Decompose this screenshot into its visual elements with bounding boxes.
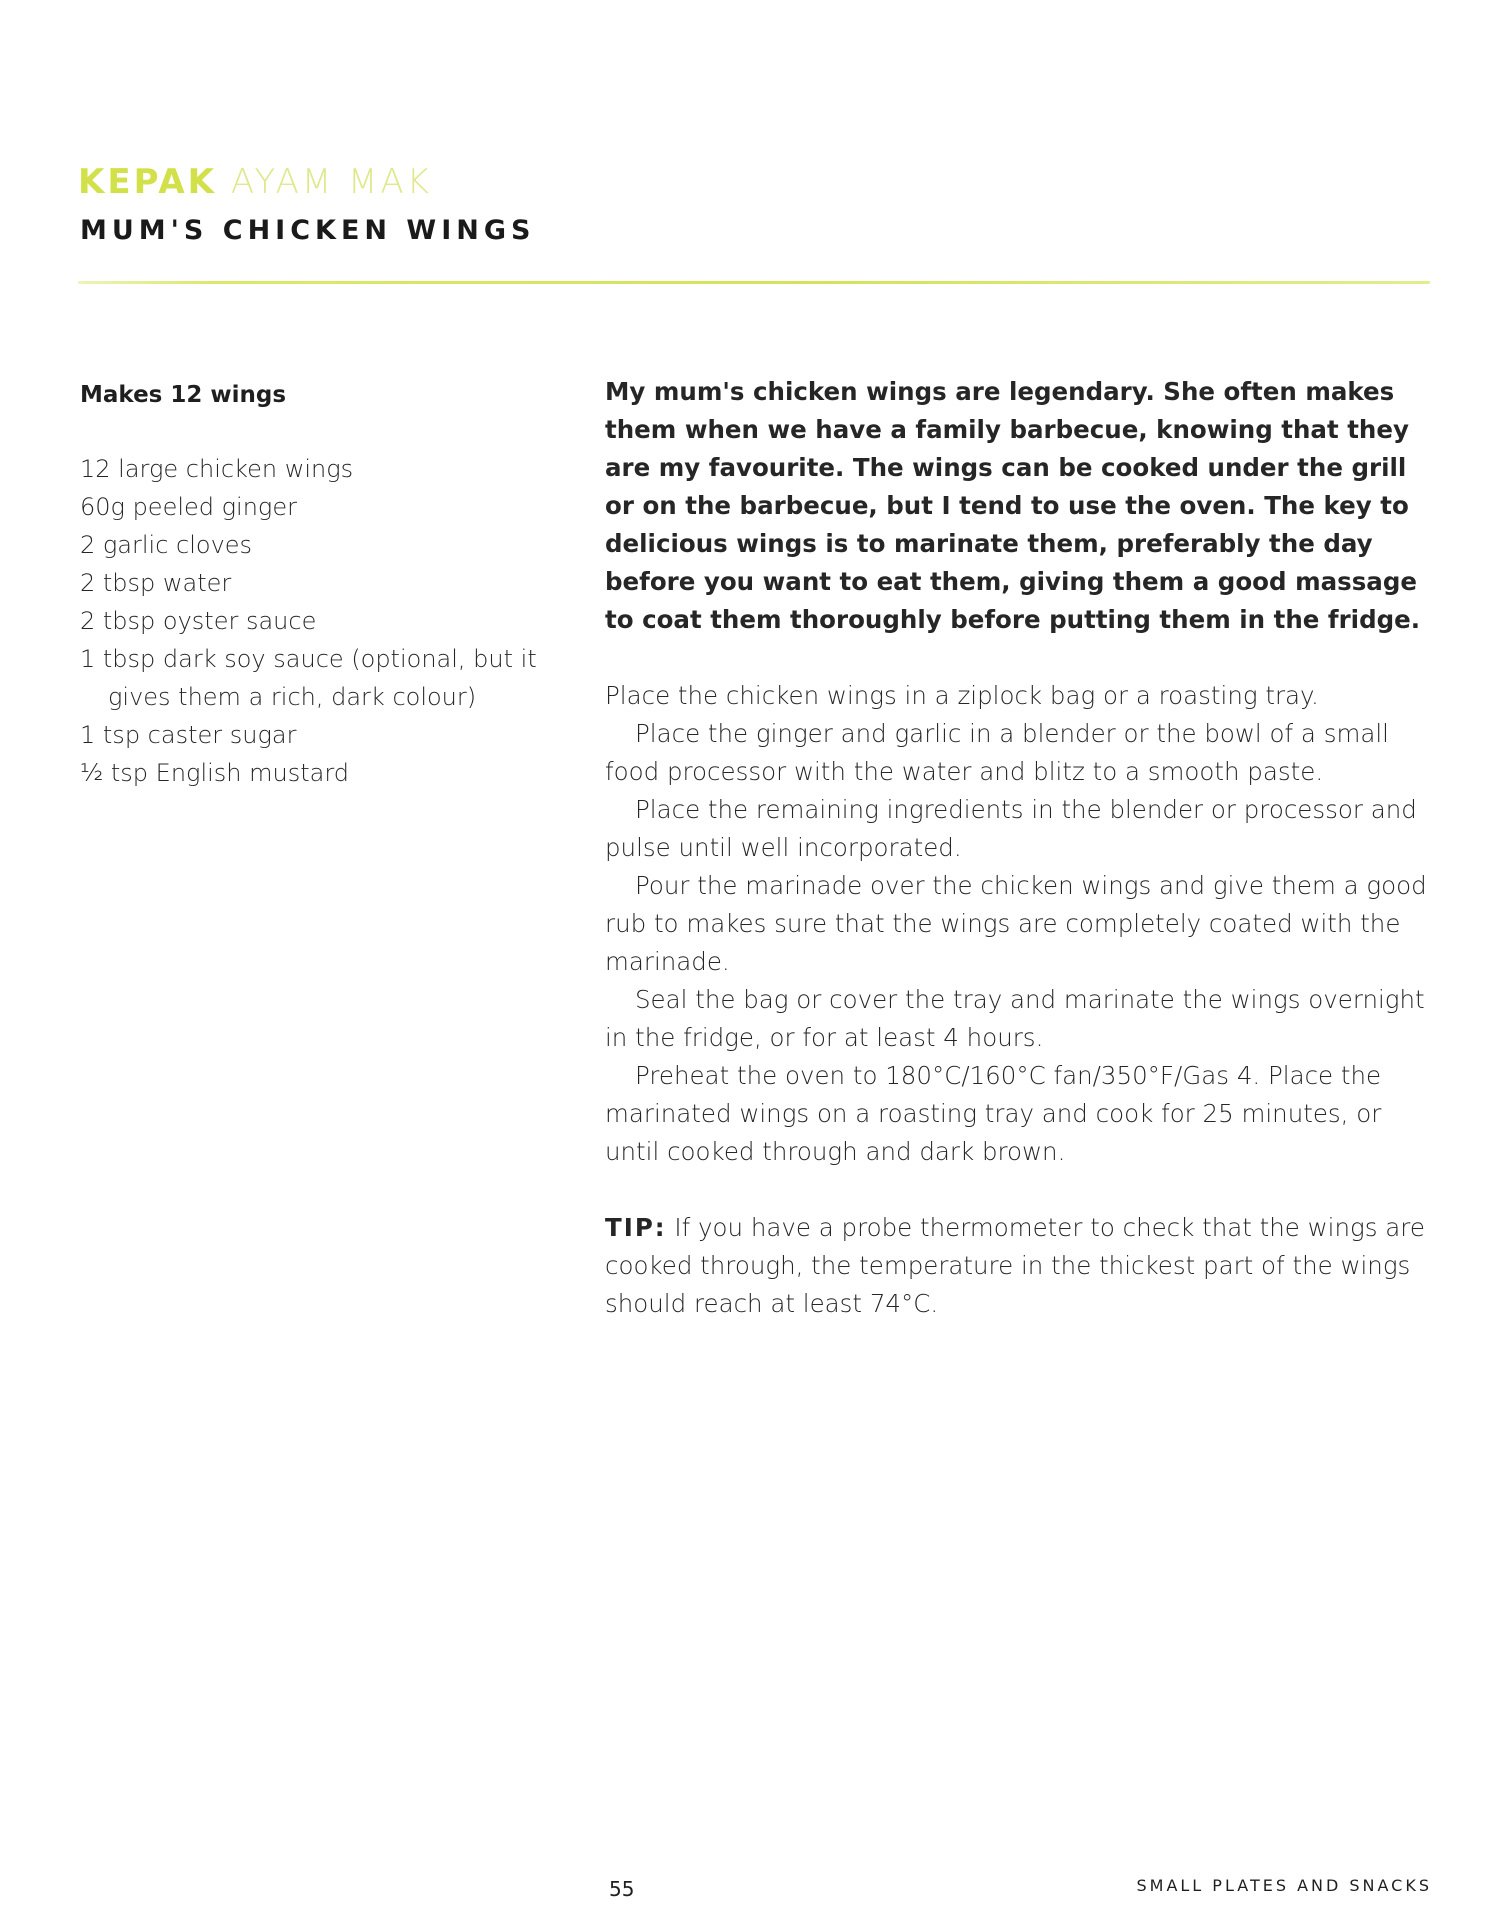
ingredient-item: 2 tbsp oyster sauce bbox=[80, 607, 317, 635]
recipe-title-malay bbox=[78, 162, 432, 202]
ingredient-item: 1 tbsp dark soy sauce (optional, but it gives them a rich, dark colour) bbox=[80, 645, 537, 711]
method-column bbox=[605, 373, 1435, 1323]
ingredient-item: ½ tsp English mustard bbox=[80, 759, 350, 787]
page-number: 55 bbox=[609, 1877, 635, 1901]
method-step: Place the chicken wings in a ziplock bag or a roasting tray. bbox=[605, 681, 1319, 710]
title-divider bbox=[78, 281, 1430, 284]
tip-text: If you have a probe thermometer to check that the wings are cooked through, the temperature in the thickest part of the wings should reach at least 74°C. bbox=[605, 1213, 1425, 1318]
ingredient-item: 60g peeled ginger bbox=[80, 493, 297, 521]
recipe-intro: My mum's chicken wings are legendary. She often makes them when we have a family barbecue, knowing that they are my favourite. The wings can be cooked under the grill or on the barbecue, but I tend to use the oven. The key to delicious wings is to marinate them, preferably the day before you want to eat them, giving them a good massage to coat them thoroughly before putting them in the fridge. bbox=[605, 377, 1421, 634]
method-step: Preheat the oven to 180°C/160°C fan/350°F/Gas 4. Place the marinated wings on a roasting tray and cook for 25 minutes, or until cooked through and dark brown. bbox=[605, 1061, 1382, 1166]
ingredient-item: 2 garlic cloves bbox=[80, 531, 253, 559]
method-step: Place the ginger and garlic in a blender or the bowl of a small food processor with the water and blitz to a smooth paste. bbox=[605, 719, 1389, 786]
recipe-tip bbox=[605, 1209, 1435, 1323]
recipe-title-malay-rest: AYAM MAK bbox=[230, 162, 432, 202]
tip-label: TIP: bbox=[605, 1213, 667, 1242]
ingredient-item: 2 tbsp water bbox=[80, 569, 232, 597]
ingredient-item: 12 large chicken wings bbox=[80, 455, 354, 483]
method-step: Seal the bag or cover the tray and marinate the wings overnight in the fridge, or for at least 4 hours. bbox=[605, 985, 1425, 1052]
recipe-title-english: MUM'S CHICKEN WINGS bbox=[80, 215, 536, 246]
ingredient-list bbox=[80, 450, 560, 792]
ingredient-item: 1 tsp caster sugar bbox=[80, 721, 297, 749]
recipe-yield: Makes 12 wings bbox=[80, 382, 287, 408]
section-name: SMALL PLATES AND SNACKS bbox=[1136, 1876, 1432, 1895]
method-step: Pour the marinade over the chicken wings and give them a good rub to makes sure that the wings are completely coated with the marinade. bbox=[605, 871, 1427, 976]
method-step: Place the remaining ingredients in the blender or processor and pulse until well incorporated. bbox=[605, 795, 1417, 862]
recipe-title-malay-first: KEPAK bbox=[78, 162, 218, 202]
